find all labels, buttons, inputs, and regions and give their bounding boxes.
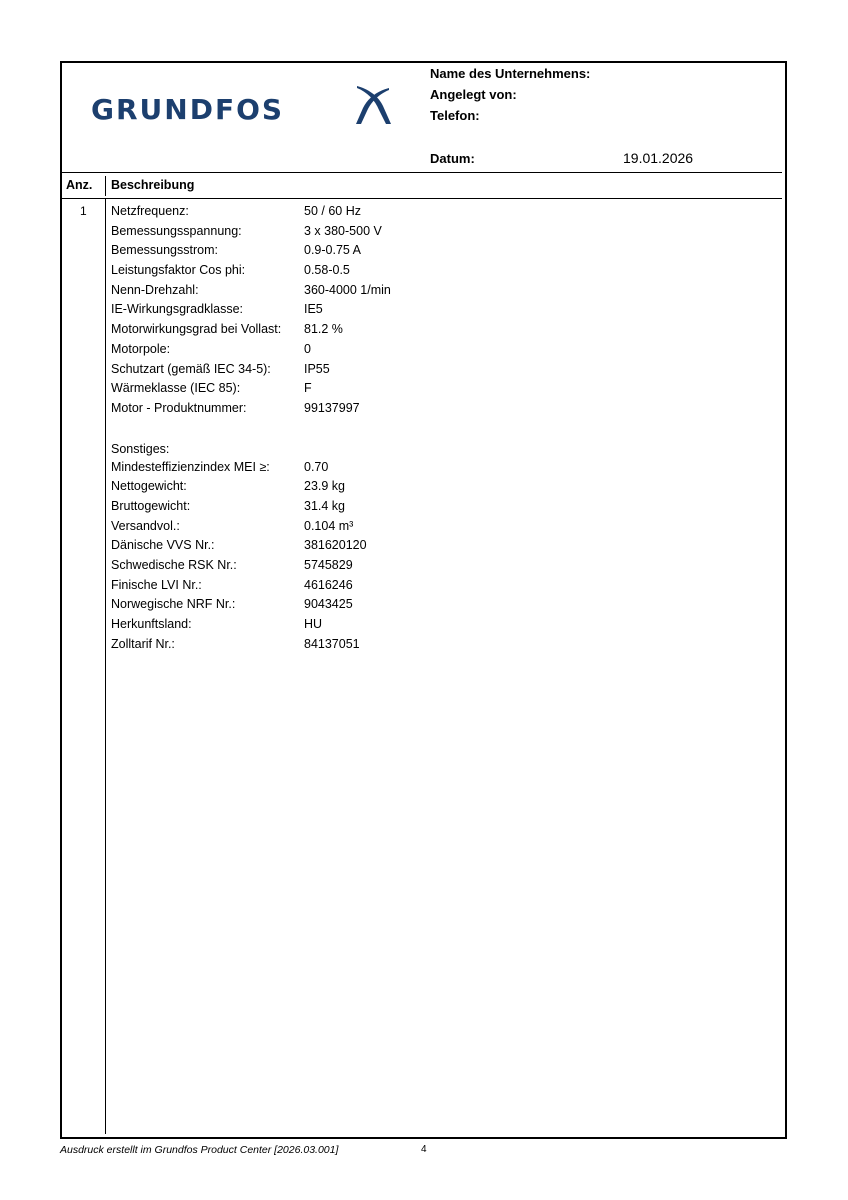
spec-row [111,536,367,556]
spec-row [111,517,354,537]
spec-label: Netzfrequenz: [111,204,189,218]
spec-row [111,615,323,635]
spec-row [111,576,353,596]
spec-value: 84137051 [304,636,360,651]
spec-label: Leistungsfaktor Cos phi: [111,263,246,278]
spec-value: 9043425 [304,597,353,612]
spec-label: Bruttogewicht: [111,498,191,513]
description-column-header: Beschreibung [111,178,195,192]
spec-value: 5745829 [304,558,353,572]
spec-value: 360-4000 1/min [304,282,391,297]
spec-value: 0.58-0.5 [304,263,350,278]
column-header-separator [105,176,106,196]
spec-label: Motorwirkungsgrad bei Vollast: [111,322,282,337]
spec-label: Bemessungsspannung: [111,223,242,238]
spec-row [111,399,360,419]
spec-label: Schwedische RSK Nr.: [111,558,237,572]
spec-row [111,458,329,478]
spec-label: Nettogewicht: [111,479,187,494]
spec-row [111,300,323,320]
spec-row [111,261,350,281]
spec-value: 31.4 kg [304,498,346,513]
footer-text: Ausdruck erstellt im Grundfos Product Center [2026.03.001] [60,1144,339,1156]
spec-row [111,635,360,655]
misc-specs [111,458,367,655]
spec-row [111,379,312,399]
spec-row [111,556,353,576]
page-number: 4 [421,1144,427,1155]
company-name-label: Name des Unternehmens: [430,66,591,81]
header-divider [61,172,782,173]
spec-label: Wärmeklasse (IEC 85): [111,381,241,396]
spec-value: IP55 [304,361,330,376]
spec-value: HU [304,617,323,632]
spec-row [111,320,343,340]
quantity-value: 1 [80,204,87,218]
created-by-label: Angelegt von: [430,87,517,102]
spec-value: 0.9-0.75 A [304,243,361,258]
spec-label: Herkunftsland: [111,617,192,632]
technical-specs [111,202,391,419]
spec-value: 0 [304,341,311,356]
spec-row [111,340,311,360]
spec-value: 23.9 kg [304,479,346,494]
column-header-divider [61,198,782,199]
spec-label: Bemessungsstrom: [111,243,218,258]
spec-row [111,360,330,380]
date-label: Datum: [430,151,475,166]
spec-row [111,477,346,497]
date-value: 19.01.2026 [623,150,694,166]
spec-row [111,241,361,261]
column-separator [105,198,106,1134]
grundfos-x-logo-icon [353,84,393,128]
phone-label: Telefon: [430,108,480,123]
logo-wordmark: GRUNDFOS [91,93,285,126]
spec-value: 0.70 [304,459,329,474]
spec-row [111,497,346,517]
spec-label: IE-Wirkungsgradklasse: [111,302,243,317]
spec-value: 0.104 m³ [304,518,354,533]
spec-value: 4616246 [304,577,353,592]
spec-value: 381620120 [304,538,367,553]
spec-value: F [304,381,312,396]
spec-row [111,202,361,222]
spec-label: Norwegische NRF Nr.: [111,597,236,612]
spec-value: 50 / 60 Hz [304,204,361,218]
spec-value: 81.2 % [304,322,343,337]
grundfos-logo [91,84,401,134]
spec-value: 99137997 [304,400,360,415]
spec-list [111,202,391,654]
misc-heading: Sonstiges: [111,441,170,456]
spec-row [111,595,353,615]
spec-row [111,281,391,301]
spec-value: 3 x 380-500 V [304,223,382,238]
spec-label: Nenn-Drehzahl: [111,282,199,297]
spec-label: Motor - Produktnummer: [111,400,247,415]
spec-label: Dänische VVS Nr.: [111,538,215,553]
spec-label: Schutzart (gemäß IEC 34-5): [111,361,271,376]
spec-label: Versandvol.: [111,518,180,533]
spec-value: IE5 [304,302,323,317]
spec-label: Motorpole: [111,341,171,356]
spec-row [111,222,382,242]
spec-label: Zolltarif Nr.: [111,636,175,651]
spec-label: Mindesteffizienzindex MEI ≥: [111,459,270,474]
spec-label: Finische LVI Nr.: [111,577,202,592]
qty-column-header: Anz. [66,178,93,192]
